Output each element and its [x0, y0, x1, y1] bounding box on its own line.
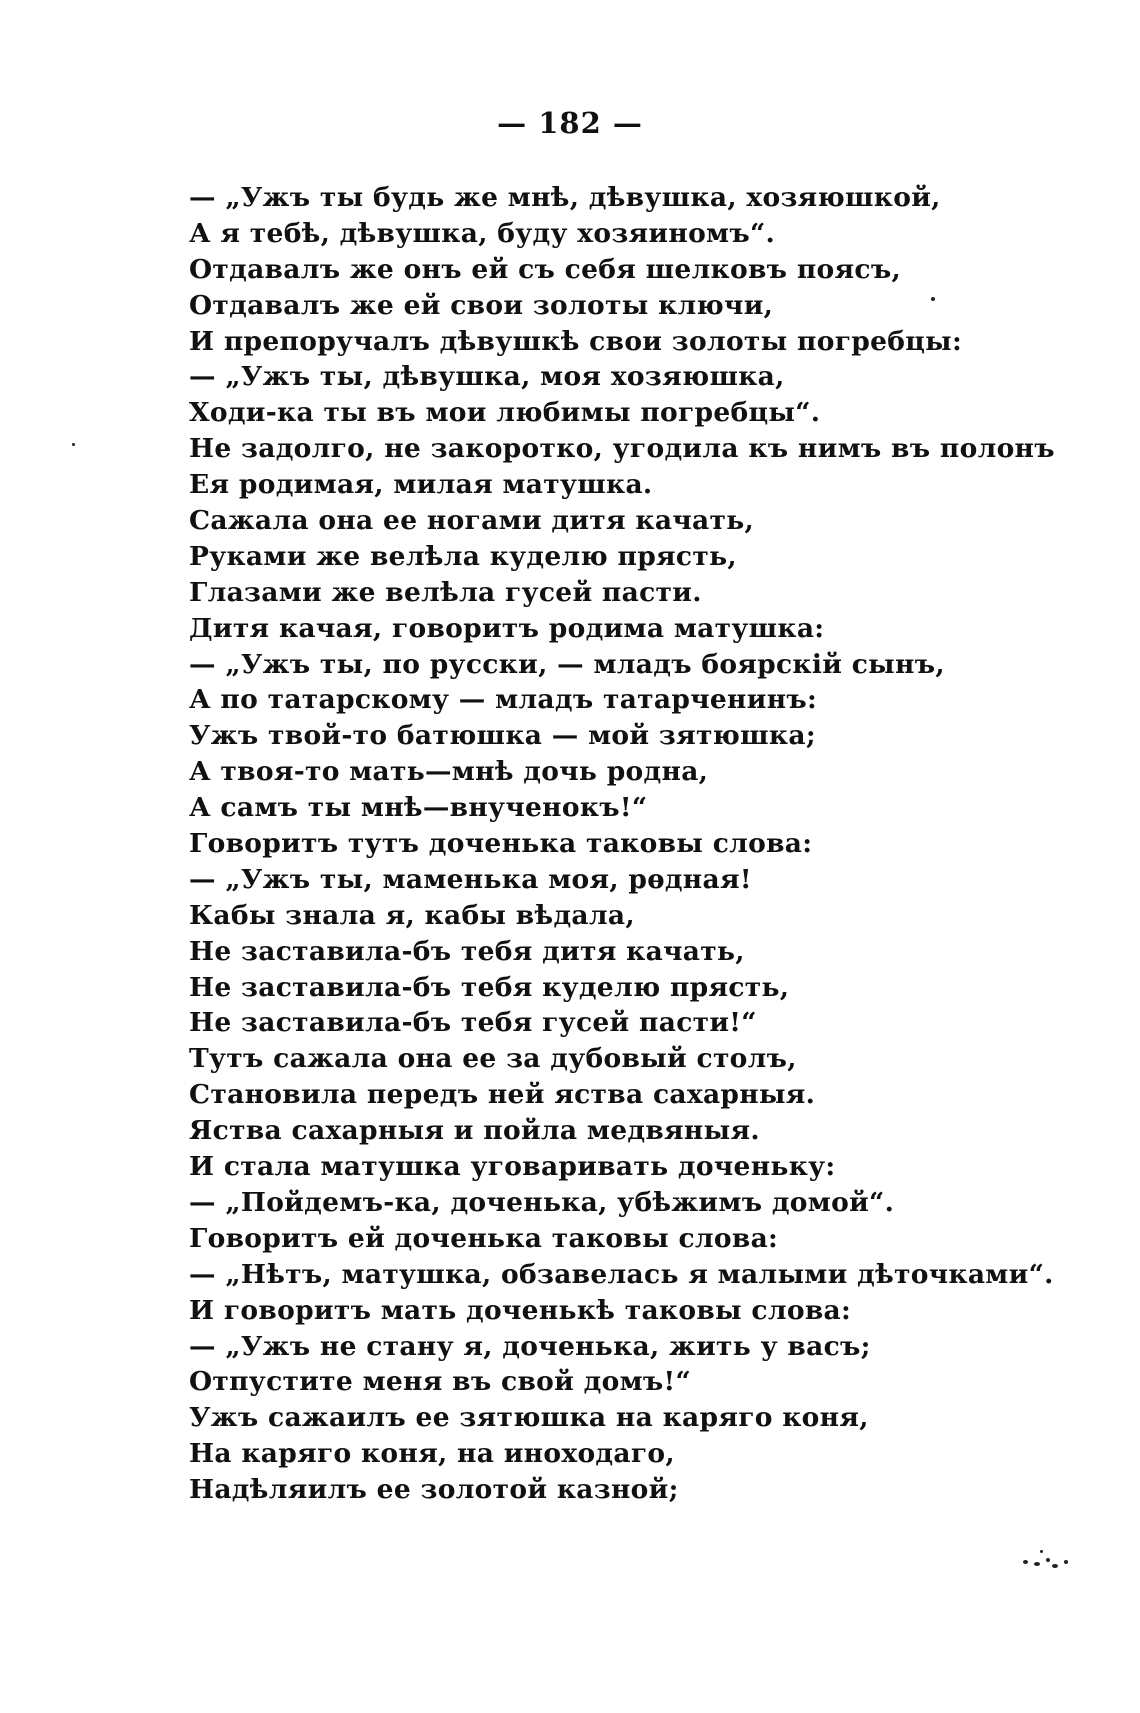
poem-line: Не заставила-бъ тебя куделю прясть, [189, 971, 790, 1003]
poem-line: — „Пойдемъ-ка, доченька, убѣжимъ домой“. [189, 1186, 895, 1218]
poem-line: Не заставила-бъ тебя дитя качать, [189, 935, 745, 967]
poem-line: — „Ужъ ты будь же мнѣ, дѣвушка, хозяюшкой, [189, 182, 941, 213]
poem-line: А по татарскому — младъ татарченинъ: [189, 684, 818, 716]
poem-line: А твоя-то мать—мнѣ дочь родна, [189, 756, 709, 788]
poem-line: И стала матушка уговаривать доченьку: [189, 1151, 836, 1183]
poem-line: Надѣляилъ ее золотой казной; [189, 1474, 679, 1506]
poem-text [189, 180, 1109, 1508]
poem-line: Дитя качая, говоритъ родима матушка: [189, 612, 825, 644]
poem-line: А самъ ты мнѣ—внученокъ!“ [189, 792, 648, 824]
poem-line: Ужъ твой-то батюшка — мой зятюшка; [189, 720, 816, 752]
poem-line: Не задолго, не закоротко, угодила къ нимъ въ полонъ [189, 433, 1055, 465]
poem-line: И говоритъ мать доченькѣ таковы слова: [189, 1294, 852, 1326]
poem-line: Не заставила-бъ тебя гусей пасти!“ [189, 1007, 757, 1039]
poem-line: Тутъ сажала она ее за дубовый столъ, [189, 1043, 797, 1075]
poem-line: Ужъ сажаилъ ее зятюшка на каряго коня, [189, 1402, 869, 1434]
poem-line: Яства сахарныя и пойла медвяныя. [189, 1115, 760, 1147]
poem-line: Кабы знала я, кабы вѣдала, [189, 899, 635, 931]
poem-line: И препоручалъ дѣвушкѣ свои золоты погребцы: [189, 325, 963, 357]
poem-line: — „Ужъ ты, дѣвушка, моя хозяюшка, [189, 361, 785, 393]
page-number: — 182 — [497, 106, 643, 140]
poem-line: — „Нѣтъ, матушка, обзавелась я малыми дѣточками“. [189, 1258, 1054, 1290]
poem-line: А я тебѣ, дѣвушка, буду хозяиномъ“. [189, 217, 776, 249]
poem-line: Глазами же велѣла гусей пасти. [189, 576, 702, 608]
poem-line: Руками же велѣла куделю прясть, [189, 540, 737, 572]
poem-line: Отдавалъ же ей свои золоты ключи, [189, 289, 774, 321]
poem-line: Ходи-ка ты въ мои любимы погребцы“. [189, 397, 821, 429]
poem-line: — „Ужъ ты, маменька моя, рѳдная! [189, 863, 752, 895]
poem-line: Говоритъ ей доченька таковы слова: [189, 1222, 779, 1254]
poem-line: — „Ужъ ты, по русски, — младъ боярскій сынъ, [189, 648, 945, 680]
poem-line: — „Ужъ не стану я, доченька, жить у васъ; [189, 1330, 871, 1362]
poem-line: Сажала она ее ногами дитя качать, [189, 505, 755, 537]
poem-line: Отпустите меня въ свой домъ!“ [189, 1366, 691, 1398]
poem-line: На каряго коня, на иноходаго, [189, 1438, 675, 1470]
poem-line: Становила передъ ней яства сахарныя. [189, 1079, 816, 1111]
poem-line: Говоритъ тутъ доченька таковы слова: [189, 828, 813, 860]
poem-line: Ея родимая, милая матушка. [189, 469, 653, 501]
poem-line: Отдавалъ же онъ ей съ себя шелковъ поясъ, [189, 253, 901, 285]
